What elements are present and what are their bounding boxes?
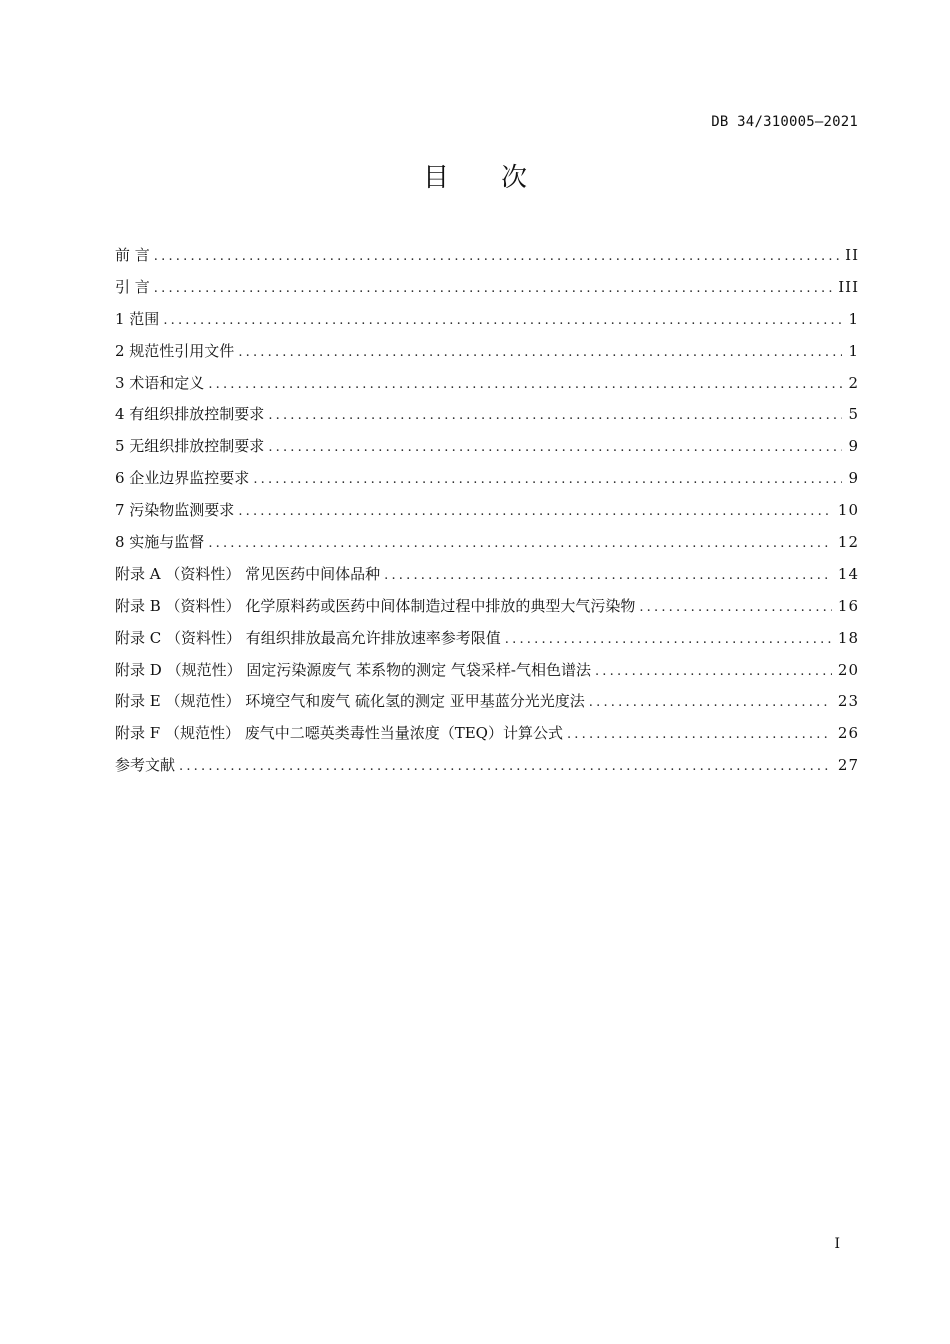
toc-entry-leader	[595, 656, 832, 688]
toc-entry-label: 附录 C （资料性） 有组织排放最高允许排放速率参考限值	[115, 628, 501, 647]
toc-entry-page: 16	[837, 596, 859, 615]
toc-entry-label: 1 范围	[115, 309, 160, 328]
toc-entry-label: 7 污染物监测要求	[115, 501, 235, 520]
toc-entry-leader	[208, 369, 842, 401]
toc-entry-scope[interactable]	[115, 304, 859, 336]
toc-entry-terms-definitions[interactable]	[115, 368, 859, 400]
toc-entry-page: III	[838, 277, 859, 296]
toc-entry-page: 1	[848, 309, 859, 328]
toc-entry-label: 3 术语和定义	[115, 373, 205, 392]
toc-entry-fugitive-emission[interactable]	[115, 431, 859, 463]
page-number: I	[834, 1236, 840, 1252]
toc-entry-page: 27	[837, 756, 859, 775]
toc-entry-page: 9	[848, 437, 859, 456]
toc-entry-leader	[384, 560, 832, 592]
toc-entry-leader	[154, 273, 832, 305]
toc-entry-label: 2 规范性引用文件	[115, 341, 235, 360]
toc-entry-label: 6 企业边界监控要求	[115, 469, 250, 488]
toc-entry-foreword[interactable]	[115, 240, 859, 272]
toc-entry-appendix-c[interactable]	[115, 623, 859, 655]
toc-entry-page: 14	[837, 564, 859, 583]
document-code: DB 34/310005—2021	[711, 114, 858, 130]
toc-entry-leader	[238, 337, 842, 369]
toc-entry-page: 10	[837, 501, 859, 520]
toc-entry-page: 12	[837, 533, 859, 552]
toc-entry-leader	[238, 496, 832, 528]
page-title	[0, 157, 950, 194]
toc-entry-introduction[interactable]	[115, 272, 859, 304]
toc-entry-page: 23	[837, 692, 859, 711]
toc-entry-page: 20	[837, 660, 859, 679]
toc-entry-leader	[268, 432, 842, 464]
toc-entry-organized-emission[interactable]	[115, 399, 859, 431]
toc-entry-label: 前 言	[115, 246, 150, 264]
toc-entry-boundary-monitoring[interactable]	[115, 463, 859, 495]
toc-entry-pollutant-monitoring[interactable]	[115, 495, 859, 527]
toc-entry-leader	[589, 687, 832, 719]
toc-entry-leader	[208, 528, 832, 560]
toc-entry-page: 5	[848, 405, 859, 424]
toc-entry-page: 26	[837, 724, 859, 743]
toc-entry-label: 附录 F （规范性） 废气中二噁英类毒性当量浓度（TEQ）计算公式	[115, 724, 563, 743]
page-title-part-1: 目	[422, 163, 449, 193]
toc-entry-leader	[253, 464, 842, 496]
toc-entry-page: 18	[837, 628, 859, 647]
toc-entry-appendix-b[interactable]	[115, 591, 859, 623]
toc-entry-label: 5 无组织排放控制要求	[115, 437, 265, 456]
toc-entry-label: 附录 D （规范性） 固定污染源废气 苯系物的测定 气袋采样-气相色谱法	[115, 660, 591, 679]
toc-entry-page: 2	[848, 373, 859, 392]
toc-entry-leader	[163, 305, 842, 337]
toc-entry-label: 附录 A （资料性） 常见医药中间体品种	[115, 564, 381, 583]
page-title-part-2: 次	[501, 163, 528, 193]
toc-entry-page: 1	[848, 341, 859, 360]
toc-entry-label: 附录 B （资料性） 化学原料药或医药中间体制造过程中排放的典型大气污染物	[115, 596, 636, 615]
toc-entry-implementation[interactable]	[115, 527, 859, 559]
toc-entry-label: 引 言	[115, 277, 150, 296]
toc-entry-appendix-d[interactable]	[115, 655, 859, 687]
toc-entry-label: 参考文献	[115, 756, 176, 775]
toc-entry-label: 8 实施与监督	[115, 533, 205, 552]
toc-entry-normative-references[interactable]	[115, 336, 859, 368]
toc-entry-appendix-a[interactable]	[115, 559, 859, 591]
toc-entry-appendix-f[interactable]	[115, 718, 859, 750]
table-of-contents	[115, 240, 859, 782]
toc-entry-label: 附录 E （规范性） 环境空气和废气 硫化氢的测定 亚甲基蓝分光光度法	[115, 692, 585, 711]
toc-entry-appendix-e[interactable]	[115, 686, 859, 718]
toc-entry-page: 9	[848, 469, 859, 488]
toc-entry-leader	[154, 241, 839, 273]
toc-entry-leader	[179, 751, 832, 783]
toc-entry-page: II	[845, 246, 859, 264]
toc-entry-leader	[268, 400, 842, 432]
toc-entry-label: 4 有组织排放控制要求	[115, 405, 265, 424]
toc-entry-leader	[567, 719, 832, 751]
toc-entry-leader	[505, 624, 832, 656]
toc-entry-bibliography[interactable]	[115, 750, 859, 782]
toc-entry-leader	[639, 592, 832, 624]
